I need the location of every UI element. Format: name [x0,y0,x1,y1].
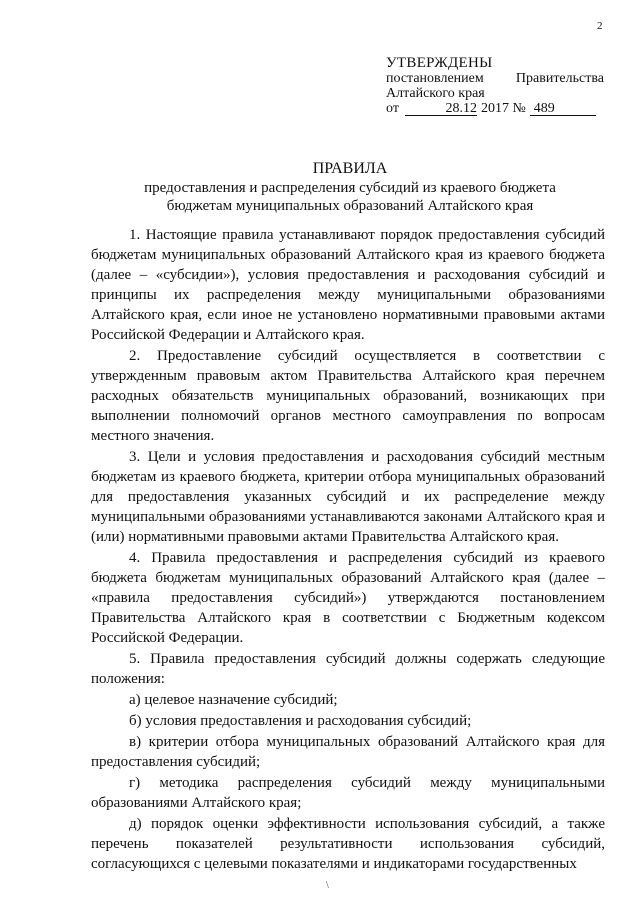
approval-line-2: Алтайского края [386,86,485,101]
paragraph-3: 3. Цели и условия предоставления и расходования субсидий местным бюджетам из краевого бюджета, критерии отбора муниципальных образований для предоставления указанных субсидий и их распределение между муниципальными образованиями устанавливаются законами Алтайского края и (или) нормативными правовыми актами Правительства Алтайского края. [91,449,605,545]
approval-date-line [386,101,604,116]
document-subtitle-line-1: предоставления и распределения субсидий из краевого бюджета [144,180,556,196]
document-title: ПРАВИЛА [312,160,388,177]
date-value: 28.12 [405,102,477,116]
paragraph-5: 5. Правила предоставления субсидий должны содержать следующие положения: [91,651,605,687]
document-subtitle-line-2: бюджетам муниципальных образований Алтайского края [166,198,534,214]
document-heading [96,160,604,215]
approval-line-1-right: Правительства [515,71,604,86]
date-prefix: от [386,101,399,116]
approval-stamp [386,56,604,116]
list-item-v: в) критерии отбора муниципальных образований Алтайского края для предоставления субсидий; [91,734,605,770]
footer-mark: \ [326,880,329,891]
paragraph-2: 2. Предоставление субсидий осуществляется в соответствии с утвержденным правовым актом Правительства Алтайского края перечнем расходных обязательств муниципальных образований, возникающих при выполнении полномочий органов местного самоуправления по вопросам местного значения. [91,348,605,444]
list-item-a: а) целевое назначение субсидий; [129,692,338,708]
paragraph-1: 1. Настоящие правила устанавливают порядок предоставления субсидий бюджетам муниципальных образований Алтайского края из краевого бюджета (далее – «субсидии»), условия предоставления и расходования субсидий и принципы их распределения между муниципальными образованиями Алтайского края, если иное не установлено нормативными правовыми актами Российской Федерации и Алтайского края. [91,227,605,343]
list-item-g: г) методика распределения субсидий между муниципальными образованиями Алтайского края; [91,775,605,811]
approval-line-1-left: постановлением [386,71,484,86]
document-body [91,225,605,875]
resolution-number: 489 [530,102,596,116]
list-item-d: д) порядок оценки эффективности использования субсидий, а также перечень показателей результативности использования субсидий, согласующихся с целевыми показателями и индикаторами государственных [91,816,605,872]
approval-title: УТВЕРЖДЕНЫ [386,55,493,71]
list-item-b: б) условия предоставления и расходования субсидий; [129,713,472,729]
paragraph-4: 4. Правила предоставления и распределения субсидий из краевого бюджета бюджетам муниципальных образований Алтайского края (далее – «правила предоставления субсидий») утверждаются постановлением Правительства Алтайского края в соответствии с Бюджетным кодексом Российской Федерации. [91,550,605,646]
page-number: 2 [597,20,603,32]
year-label: 2017 № [480,101,526,116]
approval-line-1 [386,71,604,86]
